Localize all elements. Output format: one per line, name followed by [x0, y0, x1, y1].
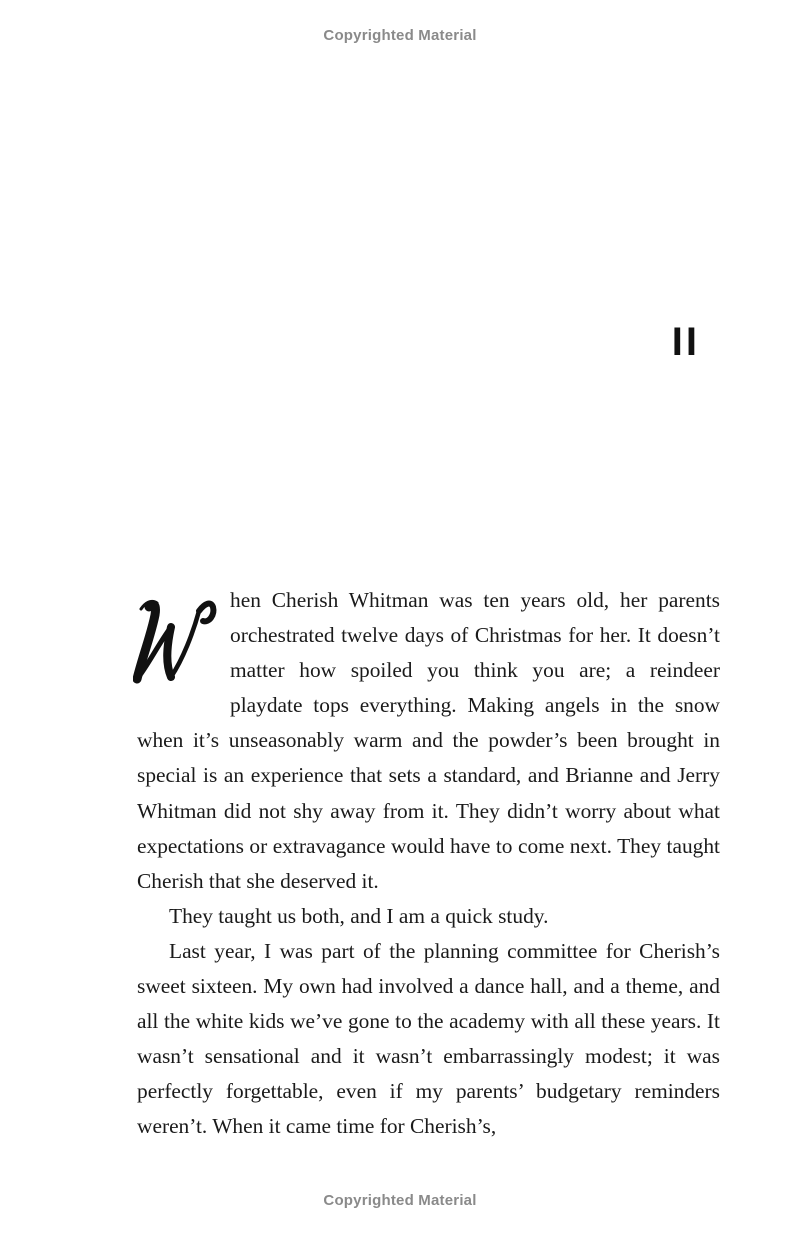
copyright-watermark-bottom: Copyrighted Material [323, 1192, 477, 1209]
paragraph-3: Last year, I was part of the planning committee for Cherish’s sweet sixteen. My own had involved a dance hall, and a theme, and all the white kids we’ve gone to the academy with all these years. It wasn’t sensational and it wasn’t embarrassingly modest; it was perfectly forgettable, even if my parents’ budgetary reminders weren’t. When it came time for Cherish’s, [137, 938, 720, 1139]
dropcap-w-brush-letter [133, 593, 219, 689]
paragraph-1 [137, 583, 720, 899]
copyright-watermark-top: Copyrighted Material [323, 27, 477, 44]
paragraph-1-text: hen Cherish Whitman was ten years old, her parents orchestrated twelve days of Christmas for her. It doesn’t matter how spoiled you think you are; a reindeer playdate tops everything. Making angels in the snow when it’s unseasonably warm and the powder’s been brought in special is an experience that sets a standard, and Brianne and Jerry Whitman did not shy away from it. They didn’t worry about what expectations or extravagance would have to come next. They taught Cherish that she deserved it. [137, 588, 720, 893]
chapter-body [137, 583, 720, 1145]
chapter-number: II [671, 320, 700, 364]
paragraph-2: They taught us both, and I am a quick study. [169, 903, 549, 928]
